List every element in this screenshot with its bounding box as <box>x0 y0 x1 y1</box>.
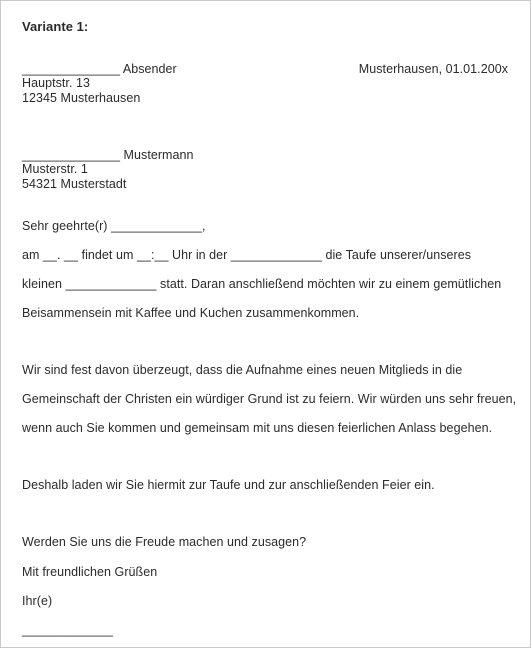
signature-line: _____________ <box>22 623 114 637</box>
recipient-street: Musterstr. 1 <box>22 162 88 176</box>
paragraph-1-line-3: Beisammensein mit Kaffee und Kuchen zusammenkommen. <box>22 306 360 320</box>
closing-greeting: Mit freundlichen Grüßen <box>22 565 158 579</box>
salutation: Sehr geehrte(r) _____________, <box>22 219 206 233</box>
closing-name: Ihr(e) <box>22 594 53 608</box>
sender-line: ______________ Absender <box>22 62 177 76</box>
sender-street: Hauptstr. 13 <box>22 76 91 90</box>
paragraph-2-line-1: Wir sind fest davon überzeugt, dass die Aufnahme eines neuen Mitglieds in die <box>22 363 463 377</box>
variant-heading: Variante 1: <box>22 19 89 34</box>
paragraph-3: Deshalb laden wir Sie hiermit zur Taufe und zur anschließenden Feier ein. <box>22 478 435 492</box>
paragraph-1-line-2: kleinen _____________ statt. Daran anschließend möchten wir zu einem gemütlichen <box>22 277 502 291</box>
recipient-city: 54321 Musterstadt <box>22 177 127 191</box>
recipient-line: ______________ Mustermann <box>22 148 194 162</box>
paragraph-1-line-1: am __. __ findet um __:__ Uhr in der _____________ die Taufe unserer/unseres <box>22 248 472 262</box>
paragraph-2-line-2: Gemeinschaft der Christen ein würdiger Grund ist zu feiern. Wir würden uns sehr freuen, <box>22 392 517 406</box>
paragraph-2-line-3: wenn auch Sie kommen und gemeinsam mit uns diesen feierlichen Anlass begehen. <box>22 421 493 435</box>
paragraph-4: Werden Sie uns die Freude machen und zusagen? <box>22 535 307 549</box>
sender-city: 12345 Musterhausen <box>22 91 141 105</box>
place-date: Musterhausen, 01.01.200x <box>358 62 508 76</box>
